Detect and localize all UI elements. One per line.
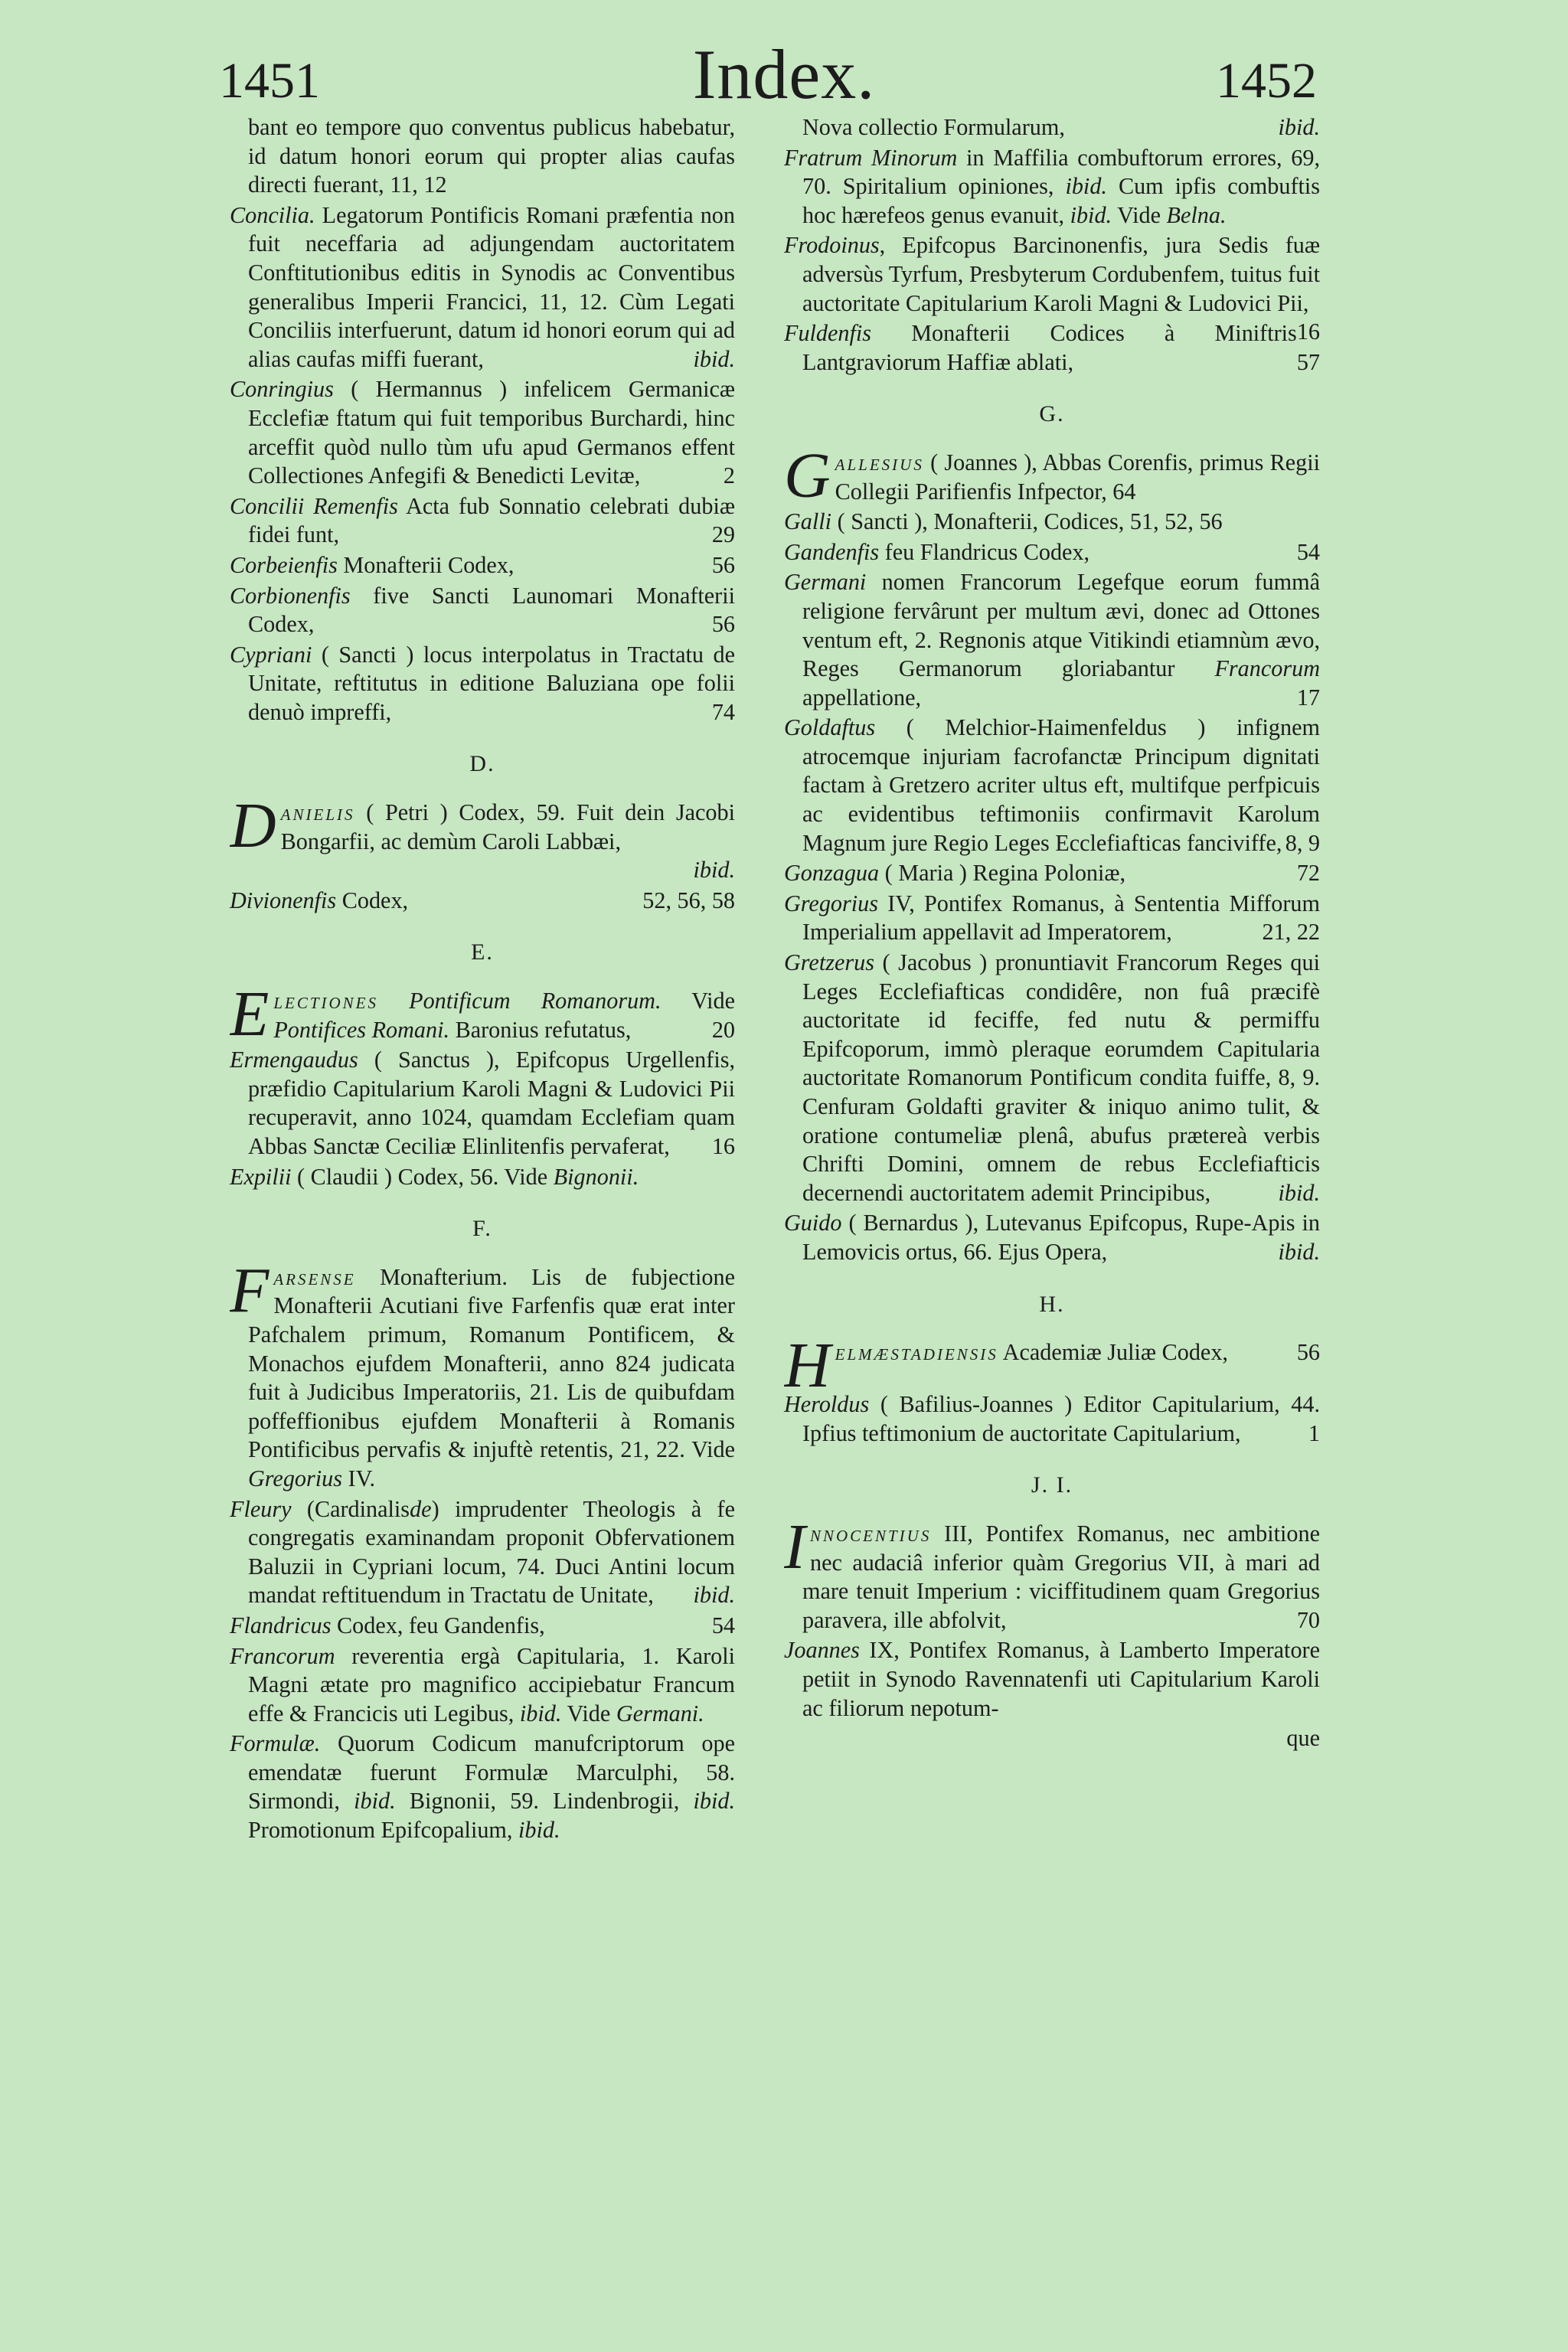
section-letter-h: H. [1039,1291,1065,1317]
entry-reference: ibid. [693,345,735,372]
section-letter-f: F. [472,1216,492,1242]
entry-headword: Conringius [230,376,334,403]
index-entry: Divionenfis Codex, 52, 56, 58 [230,887,735,916]
entry-reference: 8, 9 [1285,829,1320,856]
page-number-right: 1452 [1216,53,1317,109]
entry-headword: lectiones [273,988,378,1014]
section-letter-i: J. I. [1031,1472,1073,1498]
entry-reference: ibid. [1278,114,1320,140]
entry-reference: 16 [1296,318,1320,345]
entry-reference: 29 [711,521,735,548]
entry-headword: arsense [273,1263,356,1290]
index-entry: Corbeienfis Monafterii Codex, 56 [230,551,735,580]
entry-headword: allesius [835,449,924,475]
entry-headword: Cypriani [230,641,312,668]
entry-reference: 56 [1296,1339,1320,1366]
entry-headword: Goldaftus [784,714,876,741]
entry-reference: 16 [711,1133,735,1159]
index-entry: Gallesius ( Joannes ), Abbas Corenfis, primus Regii Collegii Parifienfis Infpector, 64 [784,448,1320,507]
index-entry: Fuldenfis Monafterii Codices à Miniftris Lantgraviorum Haffiæ ablati, 57 [784,319,1320,377]
index-entry: Concilii Remenfis Acta fub Sonnatio celebrati dubiæ fidei funt, 29 [230,492,735,550]
index-entry: Goldaftus ( Melchior-Haimenfeldus ) infignem atrocemque injuriam facrofanctæ Principum dignitati factam à Gretzero acriter ultus eft, multifque perfpicuis ac evidentibus teftimoniis confirmavit Karolum Magnum jure Regio Leges Ecclefiafticas fanciviffe, 8, 9 [784,714,1320,858]
entry-headword: Fratrum Minorum [784,144,958,171]
entry-reference: 56 [711,551,735,578]
entry-headword: Concilia. [230,201,315,228]
drop-cap: H [784,1338,831,1390]
entry-reference: ibid. [1278,1179,1320,1206]
entry-headword: Frodoinus [784,232,880,259]
entry-reference: 54 [711,1612,735,1638]
drop-cap: D [230,799,276,862]
index-entry: Conringius ( Hermannus ) infelicem Germanicæ Ecclefiæ ftatum qui fuit temporibus Burchardi, hinc arceffit quòd nullo tùm ufu apud Germanos effent Collectiones Anfegifi & Benedicti Levitæ, 2 [230,375,735,490]
index-entry: Gretzerus ( Jacobus ) pronuntiavit Francorum Reges qui Leges Ecclefiafticas condidêre, non fuâ præcifè auctoritate id feciffe, fed nutu & permiffu Epifcoporum, immò pleraque eorumdem Capitularia auctoritate Romanorum Pontificum condita fuiffe, 8, 9. Cenfuram Goldafti graviter & iniquo animo tulit, & oratione contumeliæ plenâ, abufus prætereà verbis Chrifti Domini, omnem de rebus Ecclefiafticis decernendi auctoritatem ademit Principibus, ibid. [784,949,1320,1207]
catchword: que [1286,1725,1320,1752]
right-column [784,113,1320,1753]
entry-headword: Corbeienfis [230,551,338,578]
entry-reference: 74 [711,698,735,725]
entry-headword: Formulæ. [230,1730,321,1757]
entry-reference: ibid. [693,1582,735,1609]
entry-reference: ibid. [693,857,735,884]
page-header [0,29,1568,113]
entry-headword: Expilii [230,1163,292,1190]
entry-headword: Flandricus [230,1612,332,1638]
entry-headword: Francorum [230,1642,335,1669]
index-entry: Heroldus ( Bafilius-Joannes ) Editor Capitularium, 44. Ipfius teftimonium de auctoritate Capitularium, 1 [784,1390,1320,1448]
entry-reference: ibid. [519,1700,562,1726]
entry-reference: 1 [1308,1419,1320,1446]
entry-reference: 57 [1296,348,1320,375]
entry-headword: nnocentius [809,1520,932,1547]
entry-headword: Guido [784,1210,842,1236]
entry-reference: 17 [1296,684,1320,710]
entry-headword: Gretzerus [784,949,874,976]
drop-cap: F [230,1263,270,1326]
entry-headword: Fleury [230,1495,292,1522]
entry-headword: Heroldus [784,1391,870,1418]
entry-headword: Fuldenfis [784,320,872,347]
page-number-left: 1451 [219,53,320,109]
index-entry: Gandenfis feu Flandricus Codex, 54 [784,538,1320,567]
entry-headword: anielis [280,799,355,826]
index-entry: Fratrum Minorum in Maffilia combuftorum errores, 69, 70. Spiritalium opiniones, ibid. Cum ipfis combuftis hoc hærefeos genus evanuit, ibid. Vide Belna. [784,144,1321,228]
index-entry: Formulæ. Quorum Codicum manufcriptorum ope emendatæ fuerunt Formulæ Marculphi, 58. Sirmondi, ibid. Bignonii, 59. Lindenbrogii, ibid. Promotionum Epifcopalium, ibid. [230,1730,736,1844]
index-entry: Galli ( Sancti ), Monafterii, Codices, 51, 52, 56 [784,508,1223,535]
index-entry: Ermengaudus ( Sanctus ), Epifcopus Urgellenfis, præfidio Capitularium Karoli Magni & Ludovici Pii recuperavit, anno 1024, quamdam Ecclefiam quam Abbas Sanctæ Ceciliæ Elinlitenfis pervaferat, 16 [230,1046,735,1161]
index-entry: Electiones Pontificum Romanorum. Vide Pontifices Romani. Baronius refutatus, 20 [230,987,735,1045]
index-entry: Gregorius IV, Pontifex Romanus, à Sententia Mifforum Imperialium appellavit ad Imperatorem, 21, 22 [784,890,1320,947]
index-entry: Frodoinus, Epifcopus Barcinonenfis, jura Sedis fuæ adversùs Tyrfum, Presbyterum Cordubenfem, tuitus fuit auctoritate Capitularium Karoli Magni & Ludovici Pii, 16 [784,231,1320,318]
drop-cap: G [784,448,831,507]
entry-headword: Gregorius [784,890,878,916]
index-entry: Francorum reverentia ergà Capitularia, 1. Karoli Magni ætate pro magnifico accipiebatur Francum effe & Francicis uti Legibus, ibid. Vide Germani. [230,1642,735,1726]
index-entry: Concilia. Legatorum Pontificis Romani præfentia non fuit neceffaria ad adjungendam auctoritatem Conftitutionibus editis in Synodis ac Conventibus generalibus Imperii Francici, 11, 12. Cùm Legati Conciliis interfuerunt, datum id honori eorum qui ad alias caufas miffi fuerant, ibid. [230,201,735,374]
index-entry: Farsense Monafterium. Lis de fubjectione Monafterii Acutiani five Farfenfis quæ erat inter Pafchalem primum, Romanum Pontificem, & Monachos ejufdem Monafterii, anno 824 judicata fuit à Judicibus Imperatoriis, 21. Lis de quibufdam poffeffionibus ejufdem Monafterii à Romanis Pontificibus pervafis & injuftè retentis, 21, 22. Vide Gregorius IV. [230,1263,735,1491]
index-entry: Corbionenfis five Sancti Launomari Monafterii Codex, 56 [230,582,735,639]
section-letter-e: E. [471,939,494,965]
index-entry: Nova collectio Formularum, ibid. [784,113,1320,142]
index-entry: Germani nomen Francorum Legefque eorum fummâ religione fervârunt per multum ævi, donec ad Ottones ventum eft, 2. Regnonis atque Vitikindi etiamnùm ævo, Reges Germanorum gloriabantur Francorum appellatione, 17 [784,568,1320,712]
entry-headword: Gonzagua [784,860,880,887]
index-entry: Danielis ( Petri ) Codex, 59. Fuit dein Jacobi Bongarfii, ac demùm Caroli Labbæi, ibid. [230,799,735,885]
entry-headword: Gandenfis [784,538,880,565]
drop-cap: I [784,1519,805,1583]
entry-headword: Divionenfis [230,887,337,913]
index-entry: Gonzagua ( Maria ) Regina Poloniæ, 72 [784,859,1320,888]
entry-reference: 2 [723,462,735,489]
index-entry: Joannes IX, Pontifex Romanus, à Lamberto Imperatore petiit in Synodo Ravennatenfi uti Capitularium Karoli ac filiorum nepotum- [784,1637,1320,1721]
index-entry: bant eo tempore quo conventus publicus habebatur, id datum honori eorum qui propter alias caufas directi fuerant, 11, 12 [248,114,735,198]
left-column [230,113,735,1847]
drop-cap: E [230,987,270,1045]
index-entry: Helmæstadiensis Academiæ Juliæ Codex, 56 [784,1338,1320,1390]
index-entry: Flandricus Codex, feu Gandenfis, 54 [230,1612,735,1641]
page-title: Index. [692,35,876,113]
section-letter-g: G. [1039,401,1065,427]
index-entry: Cypriani ( Sancti ) locus interpolatus in Tractatu de Unitate, reftitutus in editione Baluziana ope folii denuò impreffi, 74 [230,641,735,727]
entry-reference: 21, 22 [1262,919,1320,946]
entry-reference: ibid. [1278,1238,1320,1265]
entry-reference: 70 [1296,1606,1320,1633]
entry-headword: Joannes [784,1637,860,1664]
entry-headword: Galli [784,508,832,535]
entry-reference: 20 [711,1016,735,1043]
entry-reference: 72 [1296,860,1320,887]
index-entry: Innocentius III, Pontifex Romanus, nec ambitione nec audaciâ inferior quàm Gregorius VII, à mari ad mare tenuit Imperium : viciffitudinem quam Gregorius paravera, ille abfolvit, 70 [784,1520,1320,1635]
index-entry: Expilii ( Claudii ) Codex, 56. Vide Bignonii. [230,1163,639,1190]
section-letter-d: D. [469,751,495,777]
entry-headword: Concilii Remenfis [230,492,398,519]
entry-headword: Corbionenfis [230,582,351,609]
index-entry: Guido ( Bernardus ), Lutevanus Epifcopus, Rupe-Apis in Lemovicis ortus, 66. Ejus Opera, ibid. [784,1209,1320,1266]
entry-headword: Ermengaudus [230,1047,358,1073]
index-entry: Fleury (Cardinalisde) imprudenter Theologis à fe congregatis examinandam proponit Obfervationem Baluzii in Cypriani locum, 74. Duci Antini locum mandat reftituendum in Tractatu de Unitate, ibid. [230,1495,735,1610]
entry-reference: 54 [1296,538,1320,565]
entry-headword: Germani [784,569,867,596]
entry-reference: 52, 56, 58 [642,887,735,913]
entry-headword: elmæstadiensis [835,1339,998,1366]
entry-reference: 56 [711,611,735,638]
